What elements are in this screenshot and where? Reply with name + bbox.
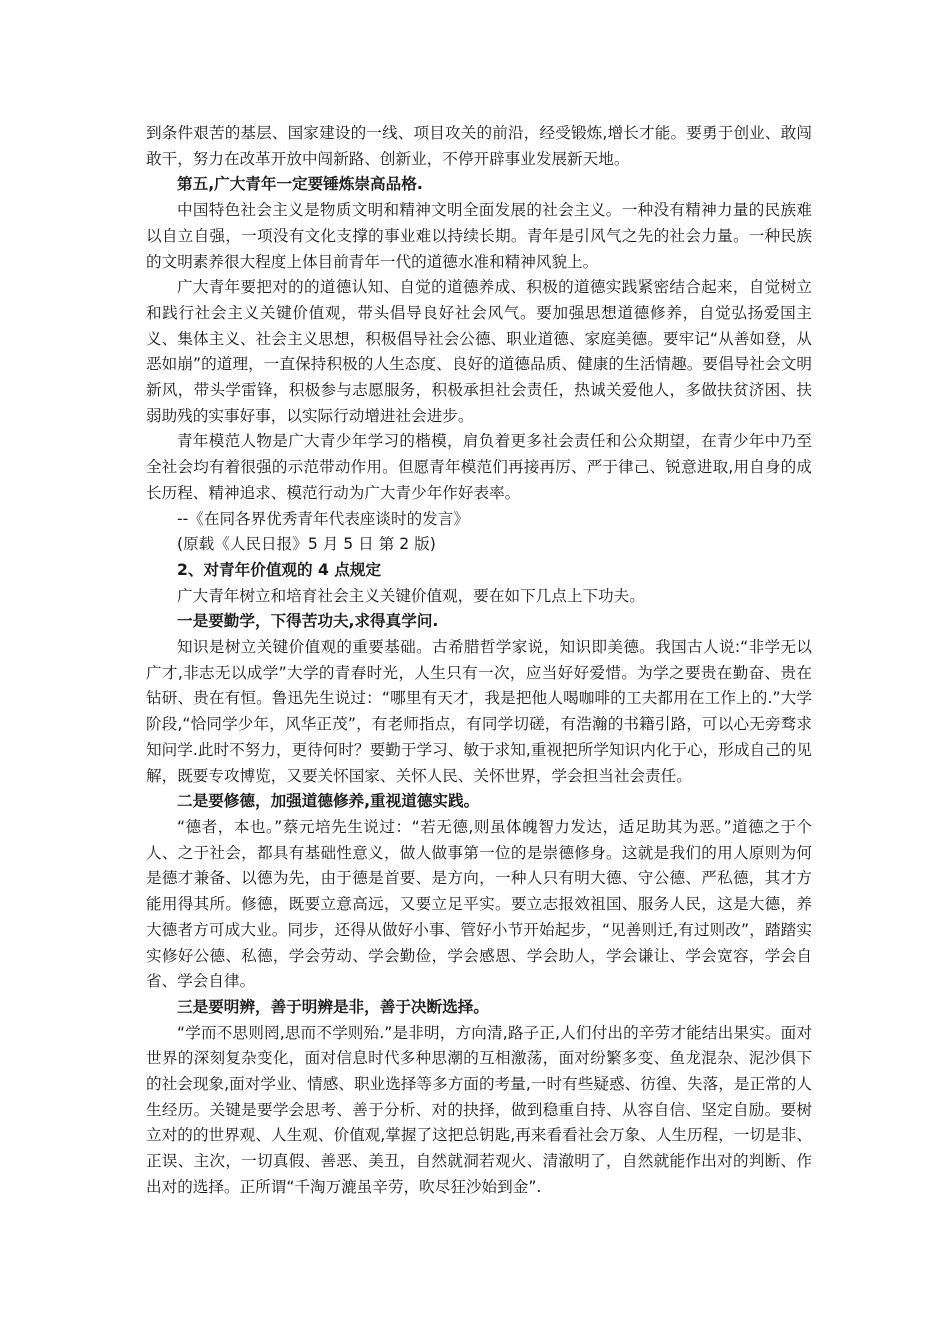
- paragraph-5: 青年模范人物是广大青少年学习的楷模，肩负着更多社会责任和公众期望，在青少年中乃至全社会均有着很强的示范带动作用。但愿青年模范们再接再厉、严于律己、锐意进取,用自身的成长历程、精神追求、模范行动为广大青少年作好表率。: [146, 432, 812, 502]
- paragraph-11: 知识是树立关键价值观的重要基础。古希腊哲学家说，知识即美德。我国古人说:“非学无以广才,非志无以成学”大学的青春时光，人生只有一次，应当好好爱惜。为学之要贵在勤奋、贵在钻研、贵在有恒。鲁迅先生说过：“哪里有天才，我是把他人喝咖啡的工夫都用在工作上的.”大学阶段,“恰同学少年，风华正茂”，有老师指点，有同学切磋，有浩瀚的书籍引路，可以心无旁骛求知问学.此时不努力，更待何时？要勤于学习、敏于求知,重视把所学知识内化于心，形成自己的见解，既要专攻博览，又要关怀国家、关怀人民、关怀世界，学会担当社会责任。: [146, 638, 812, 785]
- paragraph-9: 广大青年树立和培育社会主义关键价值观，要在如下几点上下功夫。: [177, 586, 645, 605]
- source-citation: --《在同各界优秀青年代表座谈时的发言》: [177, 509, 469, 528]
- paragraph-4: 广大青年要把对的的道德认知、自觉的道德养成、积极的道德实践紧密结合起来，自觉树立和践行社会主义关键价值观，带头倡导良好社会风气。要加强思想道德修养，自觉弘扬爱国主义、集体主义、社会主义思想，积极倡导社会公德、职业道德、家庭美德。要牢记“从善如登，从恶如崩”的道理，一直保持积极的人生态度、良好的道德品质、健康的生活情趣。要倡导社会文明新风，带头学雷锋，积极参与志愿服务，积极承担社会责任，热诚关爱他人，多做扶贫济困、扶弱助残的实事好事，以实际行动增进社会进步。: [146, 278, 812, 425]
- heading-point-3: 三是要明辨，善于明辨是非，善于决断选择。: [177, 997, 489, 1016]
- section-heading-2: 2、对青年价值观的 4 点规定: [177, 560, 382, 579]
- publication-note: (原载《人民日报》5 月 5 日 第 2 版): [177, 535, 436, 554]
- heading-point-1: 一是要勤学，下得苦功夫,求得真学问.: [177, 612, 439, 631]
- paragraph-15: “学而不思则罔,思而不学则殆.”是非明，方向清,路子正,人们付出的辛劳才能结出果实。面对世界的深刻复杂变化，面对信息时代多种思潮的互相激荡，面对纷繁多变、鱼龙混杂、泥沙俱下的社会现象,面对学业、情感、职业选择等多方面的考量,一时有些疑惑、彷徨、失落，是正常的人生经历。关键是要学会思考、善于分析、对的抉择，做到稳重自持、从容自信、坚定自励。要树立对的的世界观、人生观、价值观,掌握了这把总钥匙,再来看看社会万象、人生历程，一切是非、正误、主次，一切真假、善恶、美丑，自然就洞若观火、清澈明了，自然就能作出对的判断、作出对的选择。正所谓“千淘万漉虽辛劳，吹尽狂沙始到金”.: [146, 1023, 812, 1196]
- document-body: [146, 121, 812, 1201]
- paragraph-13: “德者，本也。”蔡元培先生说过：“若无德,则虽体魄智力发达，适足助其为恶。”道德之于个人、之于社会，都具有基础性意义，做人做事第一位的是崇德修身。这就是我们的用人原则为何是德才兼备、以德为先，由于德是首要、是方向，一种人只有明大德、守公德、严私德，其才方能用得其所。修德，既要立意高远，又要立足平实。要立志报效祖国、服务人民，这是大德，养大德者方可成大业。同步，还得从做好小事、管好小节开始起步，“见善则迁,有过则改”，踏踏实实修好公德、私德，学会劳动、学会勤俭，学会感恩、学会助人，学会谦让、学会宽容，学会自省、学会自律。: [146, 817, 812, 991]
- heading-fifth-point: 第五,广大青年一定要锤炼崇高品格.: [177, 175, 423, 194]
- paragraph-3: 中国特色社会主义是物质文明和精神文明全面发展的社会主义。一种没有精神力量的民族难以自立自强，一项没有文化支撑的事业难以持续长期。青年是引风气之先的社会力量。一种民族的文明素养很大程度上体目前青年一代的道德水准和精神风貌上。: [146, 201, 812, 271]
- paragraph-1: 到条件艰苦的基层、国家建设的一线、项目攻关的前沿，经受锻炼,增长才能。要勇于创业、敢闯敢干，努力在改革开放中闯新路、创新业，不停开辟事业发展新天地。: [146, 124, 812, 168]
- heading-point-2: 二是要修德，加强道德修养,重视道德实践。: [177, 792, 480, 811]
